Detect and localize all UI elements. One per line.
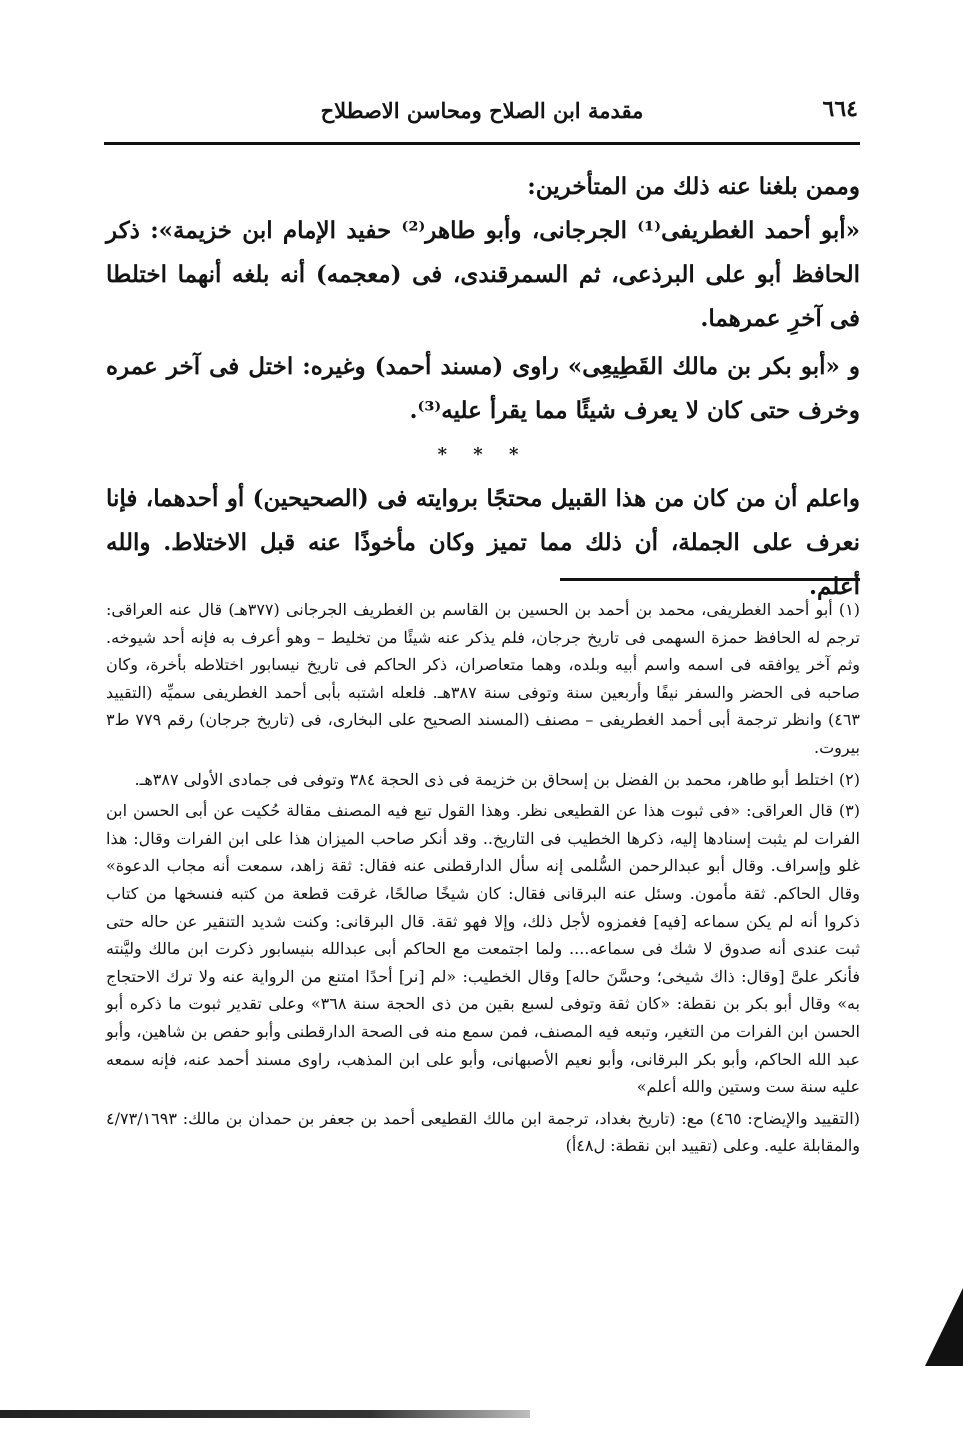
paragraph-intro: وممن بلغنا عنه ذلك من المتأخرين: [527, 173, 860, 200]
footnote-2: (٢) اختلط أبو طاهر، محمد بن الفضل بن إسحاق بن خزيمة فى ذى الحجة ٣٨٤ وتوفى فى جمادى الأولى ٣٨٧هـ. [134, 769, 860, 789]
scan-edge-bar [0, 1410, 530, 1418]
paragraph-qatii: و «أبو بكر بن مالك القَطِيعِى» راوى (مسند أحمد) وغيره: اختل فى آخر عمره وخرف حتى كان لا يعرف شيئًا مما يقرأ عليه⁽³⁾. [106, 353, 860, 424]
running-title: مقدمة ابن الصلاح ومحاسن الاصطلاح [320, 98, 644, 123]
footnotes [106, 596, 860, 1164]
footnote-rule [560, 578, 860, 581]
header-rule [104, 142, 860, 145]
section-separator: * * * [437, 444, 529, 465]
footnote-3: (٣) قال العراقى: «فى ثبوت هذا عن القطيعى نظر. وهذا القول تبع فيه المصنف مقالة حُكيت عن أبى الحسن ابن الفرات لم يثبت إسنادها إليه، ذكرها الخطيب فى التاريخ.. وقد أنكر صاحب الميزان هذا على ابن الفرات وقال: هذا غلو وإسراف. وقال أبو عبدالرحمن السُّلمى إنه سأل الدارقطنى عنه فقال: ثقة زاهد، سمعت أنه مجاب الدعوة» وقال الحاكم. ثقة مأمون. وسئل عنه البرقانى فقال: كان شيخًا صالحًا، غرقت قطعة من كتبه فنسخها من كتاب ذكروا أنه لم يكن سماعه [فيه] فغمزوه لأجل ذلك، وإلا فهو ثقة. قال البرقانى: وكنت شديد التنقير عن حاله حتى ثبت عندى أنه صدوق لا شك فى سماعه.... ولما اجتمعت مع الحاكم أبى عبدالله بنيسابور ذكرت ابن مالك وليَّنته فأنكر علىَّ [وقال: ذاك شيخى؛ وحسَّنَ حاله] وقال الخطيب: «لم [نر] أحدًا امتنع من الرواية عنه ولا ترك الاحتجاج به» وقال أبو بكر بن نقطة: «كان ثقة وتوفى لسبع بقين من ذى الحجة سنة ٣٦٨» وعلى تقدير ثبوت ما ذكره أبو الحسن ابن الفرات من التغير، وتبعه فيه المصنف، فمن سمع منه فى الصحة الدارقطنى وأبو حفص بن شاهين، وأبو عبد الله الحاكم، وأبو بكر البرقانى، وأبو نعيم الأصبهانى، وأبو على ابن المذهب، راوى مسند أحمد عنه، فإنه سمعه عليه سنة ست وستين والله أعلم» [106, 801, 861, 1097]
page-number: ٦٦٤ [822, 96, 858, 122]
paragraph-ghitrifi: «أبو أحمد الغطريفى⁽¹⁾ الجرجانى، وأبو طاهر⁽²⁾ حفيد الإمام ابن خزيمة»: ذكر الحافظ أبو على البرذعى، ثم السمرقندى، فى (معجمه) أنه بلغه أنهما اختلطا فى آخرِ عمرهما. [106, 217, 860, 332]
footnote-3-source: (التقييد والإيضاح: ٤٦٥) مع: (تاريخ بغداد، ترجمة ابن مالك القطيعى أحمد بن جعفر بن حمدان بن مالك: ٤/٧٣/١٦٩٣ والمقابلة عليه. وعلى (تقييد ابن نقطة: ل٤٨أ) [106, 1108, 860, 1156]
paragraph-conclusion: واعلم أن من كان من هذا القبيل محتجًا بروايته فى (الصحيحين) أو أحدهما، فإنا نعرف على الجملة، أن ذلك مما تميز وكان مأخوذًا عنه قبل الاختلاط. والله أعلم. [106, 485, 860, 600]
scan-corner-mark [925, 1288, 963, 1366]
footnote-1: (١) أبو أحمد الغطريفى، محمد بن أحمد بن الحسين بن القاسم بن الغطريف الجرجانى (٣٧٧هـ) قال عنه العراقى: ترجم له الحافظ حمزة السهمى فى تاريخ جرجان، فلم يذكر عنه شيئًا من تخليط – وهو أعرف به فإنه أحد شيوخه. وثم آخر يوافقه فى اسمه واسم أبيه وبلده، وهما متعاصران، ذكر الحاكم فى تاريخ نيسابور اختلاطه بأخرة، وكان صاحبه فى الحضر والسفر نيفًا وأربعين سنة وتوفى سنة ٣٨٧هـ. فلعله اشتبه بأبى أحمد الغطريفى سميِّه (التقييد ٤٦٣) وانظر ترجمة أبى أحمد الغطريفى – مصنف (المسند الصحيح على البخارى، فى (تاريخ جرجان) رقم ٧٧٩ ط٣ بيروت. [106, 600, 861, 757]
page-header [106, 96, 858, 140]
main-text [106, 165, 860, 609]
